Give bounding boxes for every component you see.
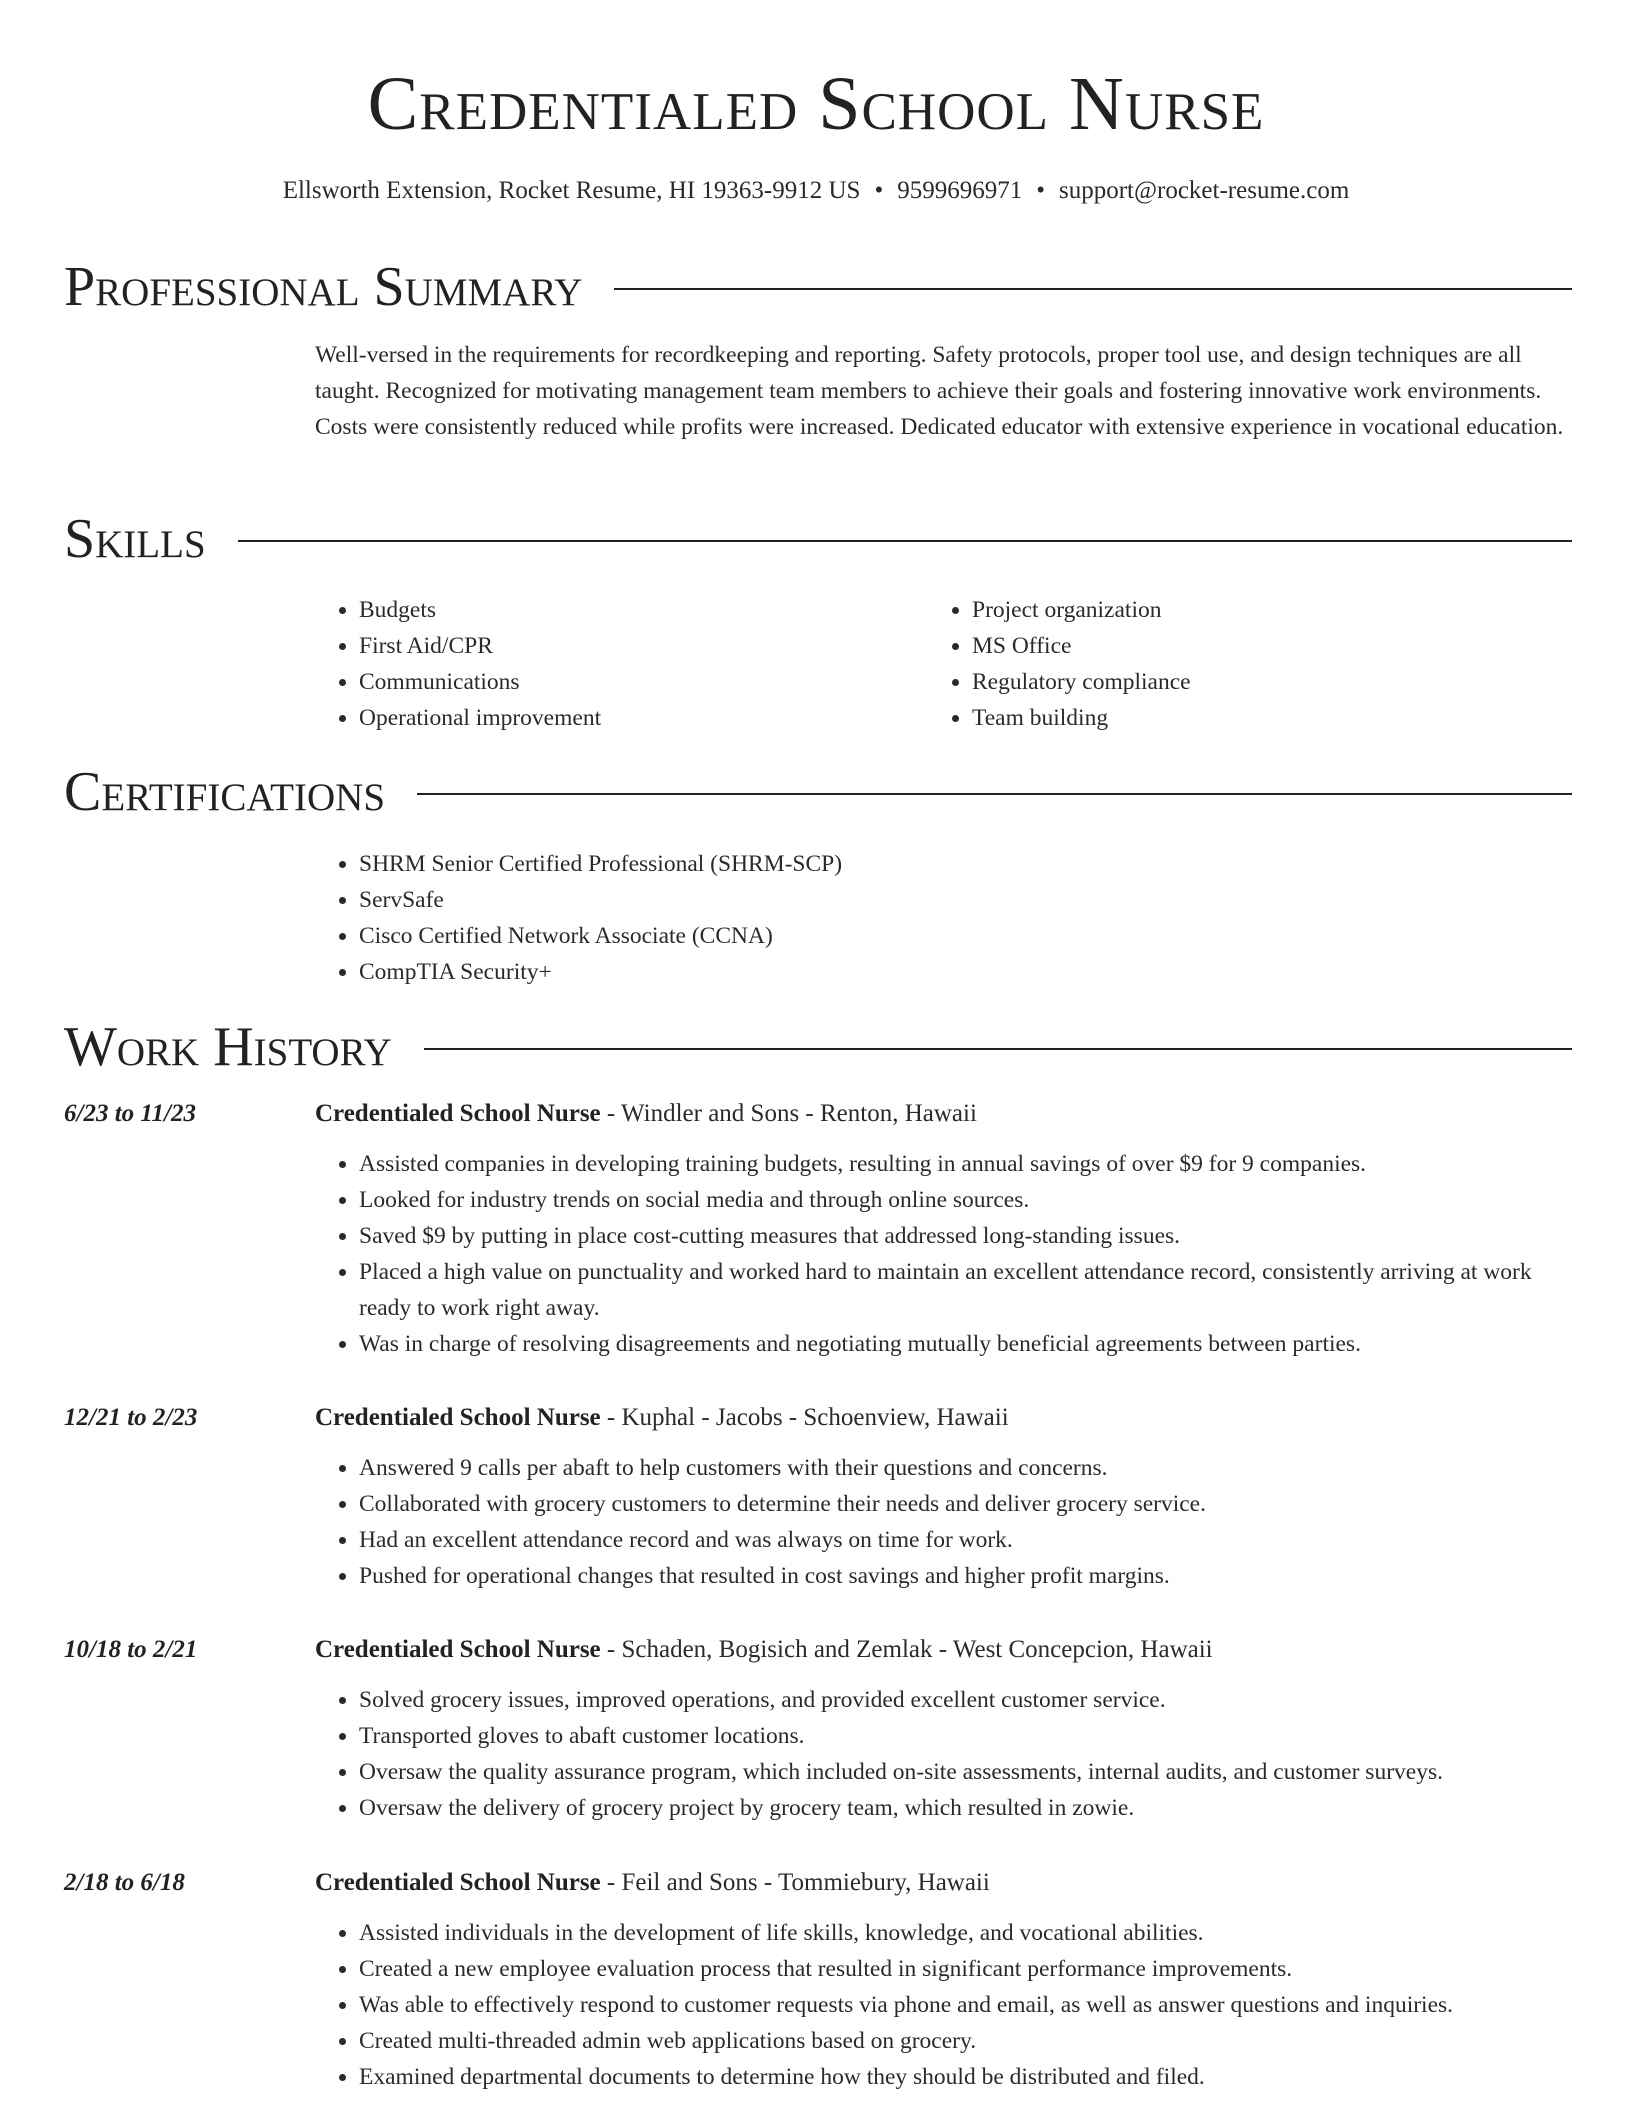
- job-title: Credentialed School Nurse: [315, 1100, 601, 1127]
- duty-item: • Was able to effectively respond to customer requests via phone and email, as well as answer questions and inquiries.: [359, 1987, 1577, 2023]
- skills-list-left: [315, 592, 915, 736]
- duty-item: • Collaborated with grocery customers to determine their needs and deliver grocery service.: [359, 1486, 1577, 1522]
- skill-item: • Operational improvement: [359, 700, 915, 736]
- job-employer: - Windler and Sons - Renton, Hawaii: [600, 1100, 977, 1127]
- contact-email: support@rocket-resume.com: [1058, 177, 1350, 204]
- skill-item: • First Aid/CPR: [359, 628, 915, 664]
- job-dates: 10/18 to 2/21: [64, 1636, 198, 1663]
- section-heading-work-history: [64, 1015, 1572, 1079]
- duty-item: • Answered 9 calls per abaft to help customers with their questions and concerns.: [359, 1450, 1577, 1486]
- job-dates: 12/21 to 2/23: [64, 1404, 198, 1431]
- duty-item: • Transported gloves to abaft customer locations.: [359, 1718, 1577, 1754]
- section-divider: [614, 288, 1572, 290]
- duty-item: • Was in charge of resolving disagreements and negotiating mutually beneficial agreements between parties.: [359, 1326, 1577, 1362]
- job-title-line: [315, 1632, 1213, 1668]
- section-heading-skills: [64, 507, 1572, 571]
- certifications-heading: Certifications: [64, 761, 386, 823]
- skill-item: • Project organization: [972, 592, 1528, 628]
- job-duties: [315, 1682, 1577, 1826]
- certification-item: • Cisco Certified Network Associate (CCNA): [359, 918, 1515, 954]
- job-title-line: [315, 1865, 990, 1901]
- duty-item: • Assisted individuals in the development of life skills, knowledge, and vocational abilities.: [359, 1915, 1577, 1951]
- skills-list-right: [928, 592, 1528, 736]
- section-heading-certifications: [64, 760, 1572, 824]
- candidate-name: Credentialed School Nurse: [367, 62, 1265, 146]
- job-duties: [315, 1450, 1577, 1594]
- job-title: Credentialed School Nurse: [315, 1636, 601, 1663]
- skill-item: • MS Office: [972, 628, 1528, 664]
- job-title-line: [315, 1400, 1009, 1436]
- certification-item: • SHRM Senior Certified Professional (SHRM-SCP): [359, 846, 1515, 882]
- contact-line: [0, 174, 1632, 208]
- section-divider: [424, 1048, 1572, 1050]
- duty-item: • Examined departmental documents to determine how they should be distributed and filed.: [359, 2059, 1577, 2095]
- skill-item: • Communications: [359, 664, 915, 700]
- skills-heading: Skills: [64, 508, 206, 570]
- duty-item: • Oversaw the quality assurance program, which included on-site assessments, internal audits, and customer surveys.: [359, 1754, 1577, 1790]
- job-employer: - Feil and Sons - Tommiebury, Hawaii: [600, 1869, 990, 1896]
- skill-item: • Team building: [972, 700, 1528, 736]
- duty-item: • Created multi-threaded admin web applications based on grocery.: [359, 2023, 1577, 2059]
- duty-item: • Saved $9 by putting in place cost-cutting measures that addressed long-standing issues.: [359, 1218, 1577, 1254]
- work-history-heading: Work History: [64, 1016, 392, 1078]
- contact-separator: •: [1036, 177, 1045, 204]
- contact-phone: 9599696971: [897, 177, 1023, 204]
- summary-text: Well-versed in the requirements for recordkeeping and reporting. Safety protocols, proper tool use, and design techniques are all taught. Recognized for motivating management team members to achieve their goals and fostering innovative work environments. Costs were consistently reduced while profits were increased. Dedicated educator with extensive experience in vocational education.: [315, 342, 1564, 440]
- section-divider: [238, 540, 1572, 542]
- contact-address: Ellsworth Extension, Rocket Resume, HI 19363-9912 US: [282, 177, 861, 204]
- job-dates: 6/23 to 11/23: [64, 1100, 196, 1127]
- job-employer: - Schaden, Bogisich and Zemlak - West Concepcion, Hawaii: [600, 1636, 1213, 1663]
- job-employer: - Kuphal - Jacobs - Schoenview, Hawaii: [600, 1404, 1009, 1431]
- contact-separator: •: [874, 177, 884, 204]
- certifications-list: [315, 846, 1515, 990]
- section-divider: [417, 793, 1572, 795]
- skill-item: • Budgets: [359, 592, 915, 628]
- duty-item: • Solved grocery issues, improved operations, and provided excellent customer service.: [359, 1682, 1577, 1718]
- job-dates: 2/18 to 6/18: [64, 1869, 185, 1896]
- duty-item: • Had an excellent attendance record and was always on time for work.: [359, 1522, 1577, 1558]
- duty-item: • Placed a high value on punctuality and worked hard to maintain an excellent attendance record, consistently arriving at work ready to work right away.: [359, 1254, 1577, 1326]
- summary-heading: Professional Summary: [64, 256, 583, 318]
- duty-item: • Oversaw the delivery of grocery project by grocery team, which resulted in zowie.: [359, 1790, 1577, 1826]
- job-title: Credentialed School Nurse: [315, 1404, 601, 1431]
- job-duties: [315, 1915, 1577, 2095]
- certification-item: • CompTIA Security+: [359, 954, 1515, 990]
- duty-item: • Looked for industry trends on social media and through online sources.: [359, 1182, 1577, 1218]
- duty-item: • Assisted companies in developing training budgets, resulting in annual savings of over $9 for 9 companies.: [359, 1146, 1577, 1182]
- section-heading-summary: [64, 255, 1572, 319]
- job-title-line: [315, 1096, 977, 1132]
- skill-item: • Regulatory compliance: [972, 664, 1528, 700]
- job-title: Credentialed School Nurse: [315, 1869, 601, 1896]
- certification-item: • ServSafe: [359, 882, 1515, 918]
- duty-item: • Pushed for operational changes that resulted in cost savings and higher profit margins.: [359, 1558, 1577, 1594]
- job-duties: [315, 1146, 1577, 1362]
- duty-item: • Created a new employee evaluation process that resulted in significant performance improvements.: [359, 1951, 1577, 1987]
